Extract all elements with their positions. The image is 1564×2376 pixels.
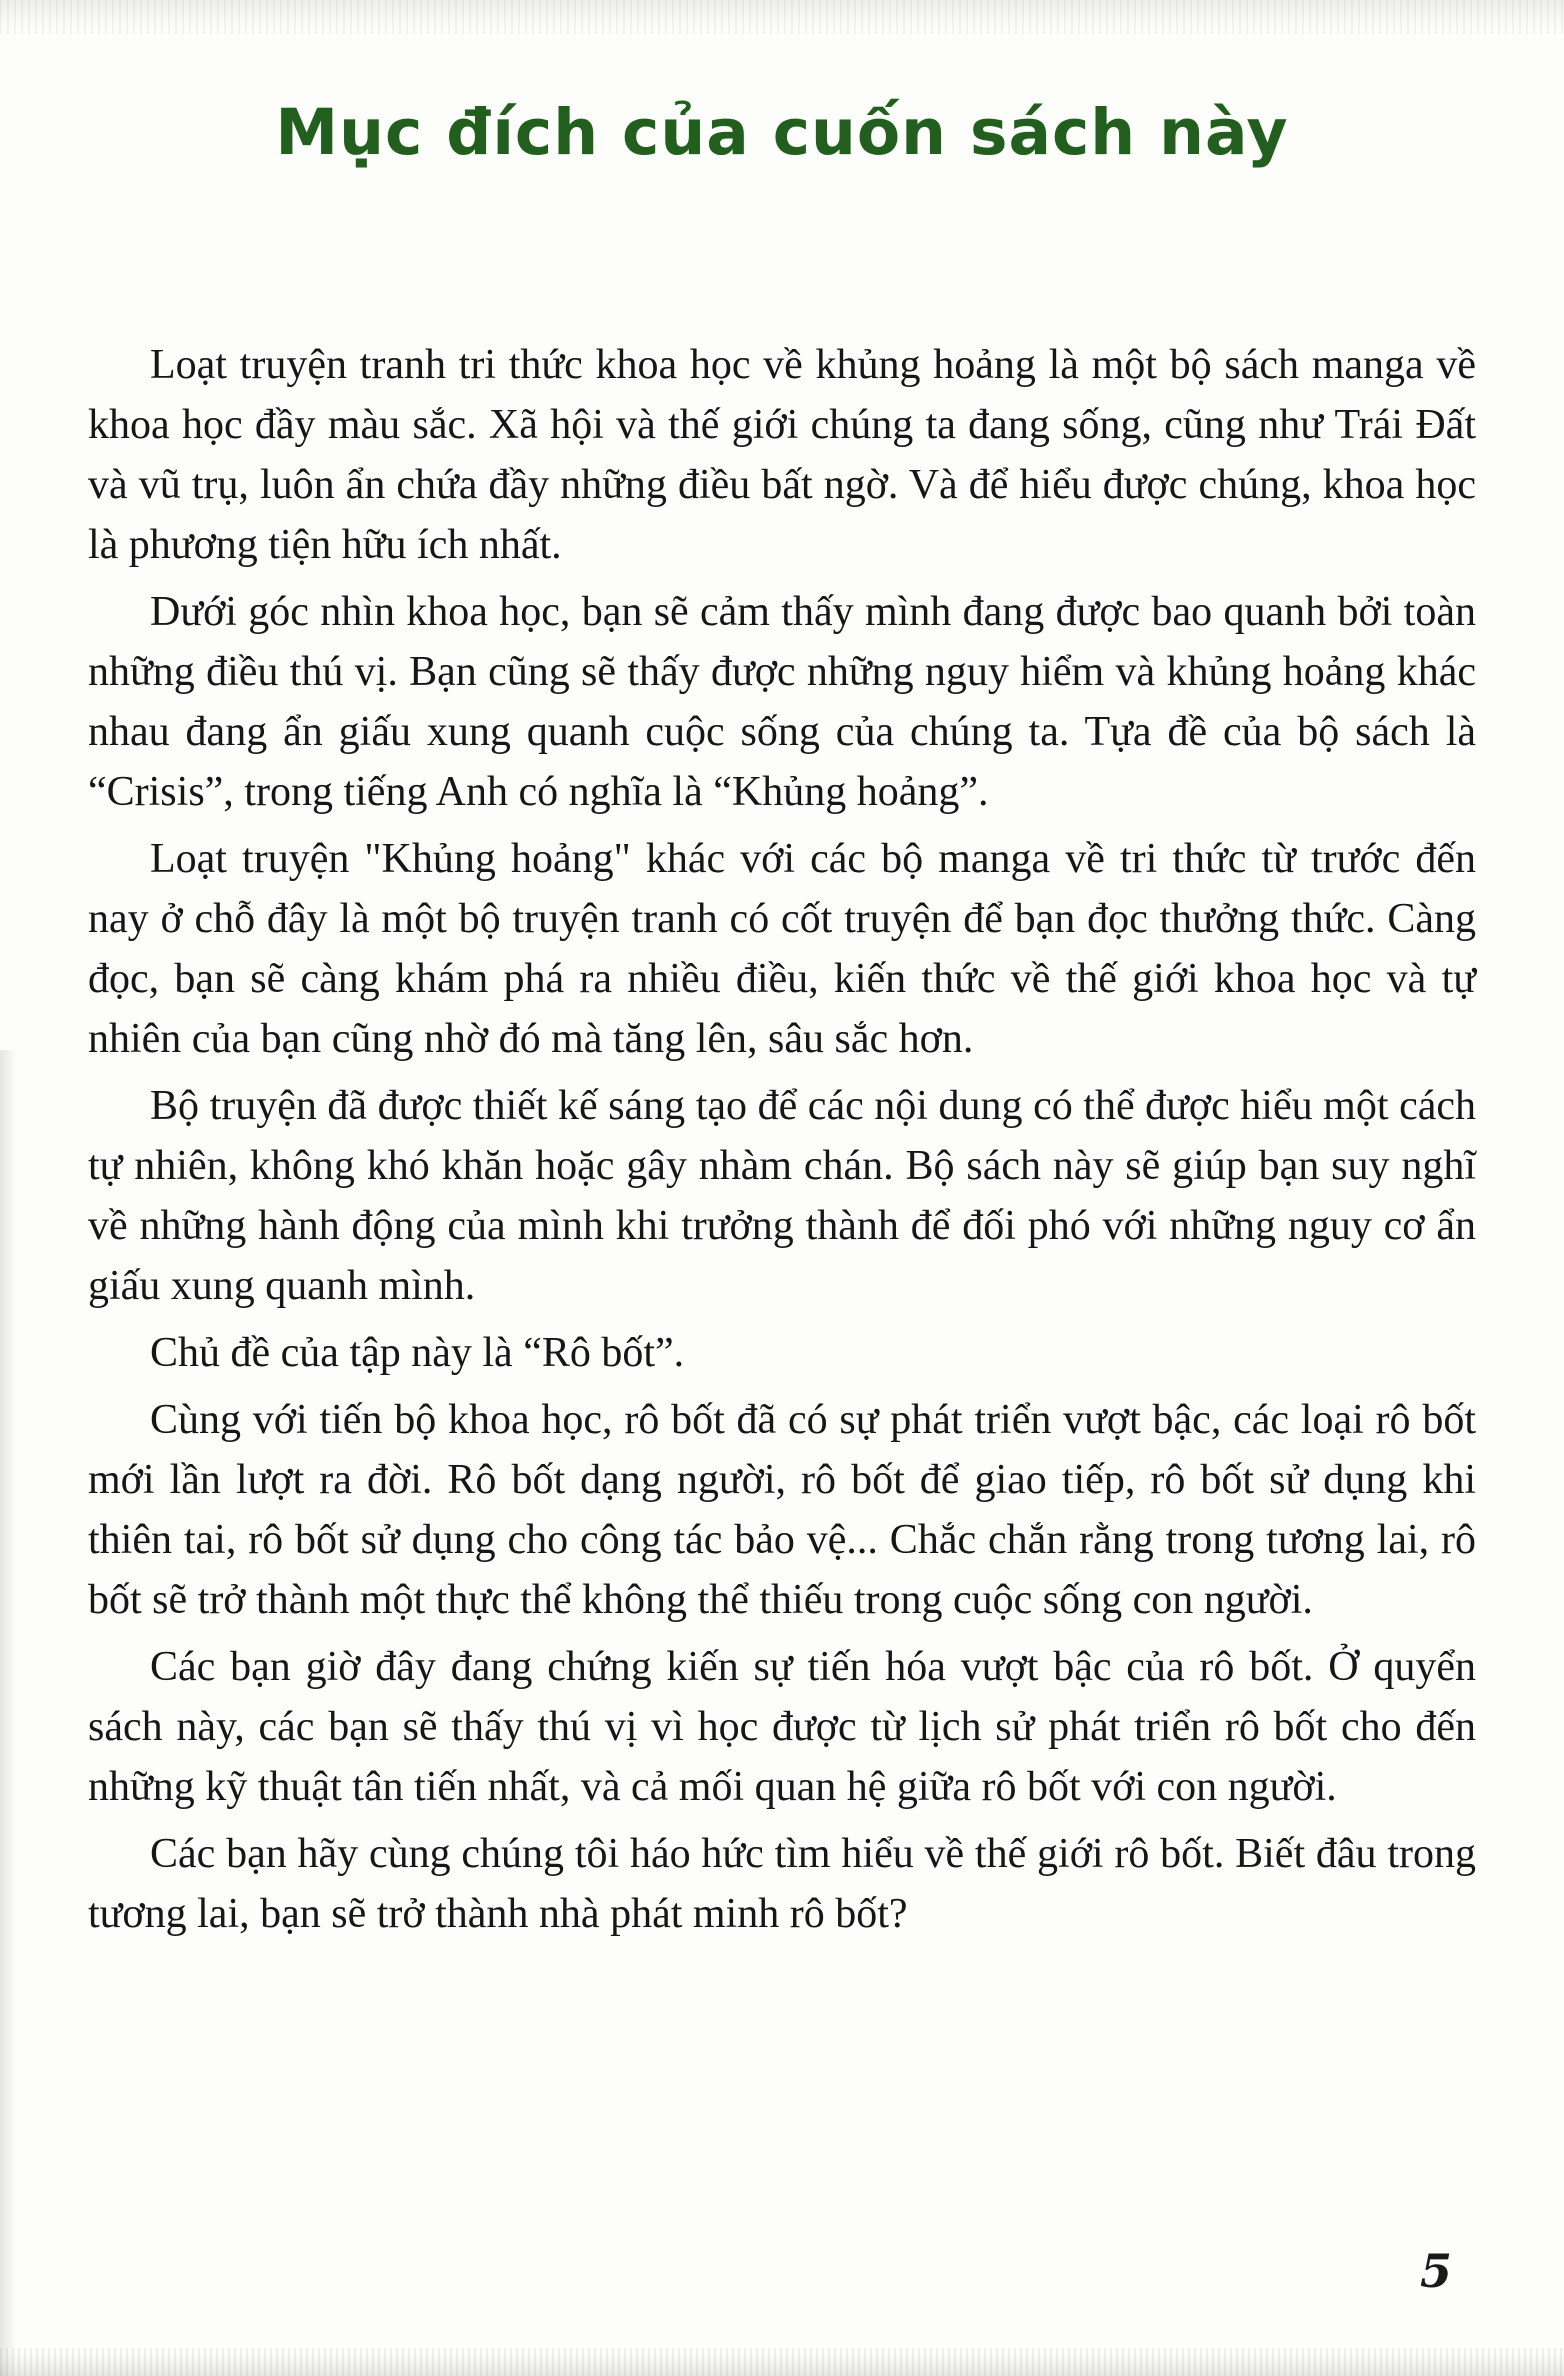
paragraph: Bộ truyện đã được thiết kế sáng tạo để các nội dung có thể được hiểu một cách tự nhiên, không khó khăn hoặc gây nhàm chán. Bộ sách này sẽ giúp bạn suy nghĩ về những hành động của mình khi trưởng thành để đối phó với những nguy cơ ẩn giấu xung quanh mình. — [88, 1083, 1476, 1309]
paragraph: Các bạn hãy cùng chúng tôi háo hức tìm hiểu về thế giới rô bốt. Biết đâu trong tương lai, bạn sẽ trở thành nhà phát minh rô bốt? — [88, 1831, 1476, 1937]
paragraph: Các bạn giờ đây đang chứng kiến sự tiến hóa vượt bậc của rô bốt. Ở quyển sách này, các bạn sẽ thấy thú vị vì học được từ lịch sử phát triển rô bốt cho đến những kỹ thuật tân tiến nhất, và cả mối quan hệ giữa rô bốt với con người. — [88, 1644, 1476, 1810]
scan-shadow-left — [0, 1050, 16, 2376]
scan-noise-bottom — [0, 2348, 1564, 2376]
paragraph: Loạt truyện tranh tri thức khoa học về khủng hoảng là một bộ sách manga về khoa học đầy màu sắc. Xã hội và thế giới chúng ta đang sống, cũng như Trái Đất và vũ trụ, luôn ẩn chứa đầy những điều bất ngờ. Và để hiểu được chúng, khoa học là phương tiện hữu ích nhất. — [88, 342, 1476, 568]
paragraph: Chủ đề của tập này là “Rô bốt”. — [150, 1330, 685, 1376]
body-text — [88, 335, 1476, 1944]
paragraph: Loạt truyện "Khủng hoảng" khác với các bộ manga về tri thức từ trước đến nay ở chỗ đây là một bộ truyện tranh có cốt truyện để bạn đọc thưởng thức. Càng đọc, bạn sẽ càng khám phá ra nhiều điều, kiến thức về thế giới khoa học và tự nhiên của bạn cũng nhờ đó mà tăng lên, sâu sắc hơn. — [88, 836, 1476, 1062]
page-title: Mục đích của cuốn sách này — [275, 96, 1289, 169]
paragraph: Dưới góc nhìn khoa học, bạn sẽ cảm thấy mình đang được bao quanh bởi toàn những điều thú vị. Bạn cũng sẽ thấy được những nguy hiểm và khủng hoảng khác nhau đang ẩn giấu xung quanh cuộc sống của chúng ta. Tựa đề của bộ sách là “Crisis”, trong tiếng Anh có nghĩa là “Khủng hoảng”. — [88, 589, 1476, 815]
scan-noise-top — [0, 0, 1564, 34]
paragraph: Cùng với tiến bộ khoa học, rô bốt đã có sự phát triển vượt bậc, các loại rô bốt mới lần lượt ra đời. Rô bốt dạng người, rô bốt để giao tiếp, rô bốt sử dụng khi thiên tai, rô bốt sử dụng cho công tác bảo vệ... Chắc chắn rằng trong tương lai, rô bốt sẽ trở thành một thực thể không thể thiếu trong cuộc sống con người. — [88, 1397, 1476, 1623]
page-number: 5 — [1419, 2244, 1452, 2298]
